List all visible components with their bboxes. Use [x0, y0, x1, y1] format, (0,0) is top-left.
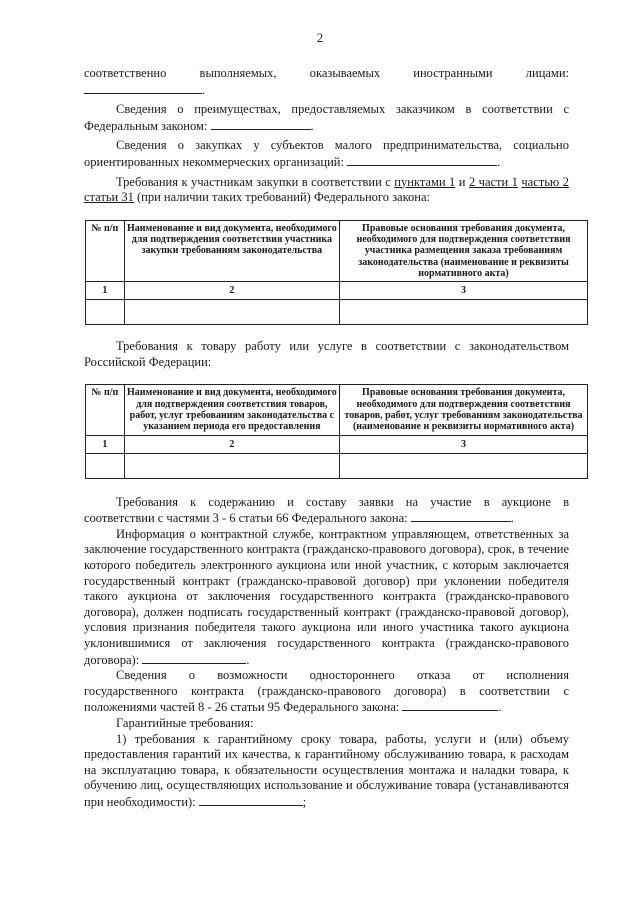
table-cell [86, 300, 125, 325]
paragraph-unilateral-refusal: Сведения о возможности одностороннего отказа от исполнения [116, 668, 569, 683]
paragraph-contract-service: Информация о контрактной службе, контрактном управляющем, ответственных за заключение государственного контракта (гражданско-правового договора), срок, в течение которого победитель электронного аукциона или иной участник, с которым заключается государственный контракт (гражданско-правовой договор) при уклонении победителя такого аукциона от заключения государственного контракта (гражданско-правового договора), должен подписать государственный контракт (гражданско-правовой договор), условия признания победителя такого аукциона или иного участника такого аукциона уклонившимися от заключения государственного контракта (гражданско-правового договора): . [84, 526, 569, 667]
table-number-row [86, 282, 588, 300]
link-article-31[interactable]: частью 2 статьи 31 [84, 174, 569, 205]
link-part-1[interactable]: 2 части 1 [468, 174, 518, 189]
paragraph-preferences: Сведения о преимуществах, предоставляемых заказчиком в соответствии с [116, 102, 569, 117]
fill-blank [142, 652, 246, 664]
col-number: 2 [124, 282, 339, 300]
header-legal-basis: Правовые основания требования документа, необходимого для подтверждения соответствия участника размещения заказа требованиям законодательства (наименование и реквизиты нормативного акта) [340, 220, 588, 281]
paragraph-small-business-end: ориентированных некоммерческих организаций: . [84, 154, 501, 169]
paragraph-goods-requirements: Требования к товару работу или услуге в соответствии с законодательством [116, 339, 569, 354]
col-number: 1 [86, 435, 125, 453]
paragraph-goods-requirements-end: Российской Федерации: [84, 354, 212, 369]
fill-blank [347, 154, 497, 166]
paragraph-guarantee-item-1: 1) требования к гарантийному сроку товара, работы, услуги и (или) объему предоставления гарантий их качества, к гарантийному обслуживанию товара, к расходам на эксплуатацию товара, к обязательности осуществления монтажа и наладки товара, к обучению лиц, осуществляющих использование и обслуживание товара (устанавливаются при необходимости): ; [84, 731, 569, 809]
paragraph-unilateral-refusal-end: положениями частей 8 - 26 статьи 95 Федерального закона: . [84, 700, 502, 715]
paragraph-application-end: соответствии с частями 3 - 6 статьи 66 Федерального закона: . [84, 511, 514, 526]
document-body [84, 66, 583, 810]
page-number: 2 [316, 30, 324, 45]
col-number: 1 [86, 282, 125, 300]
table-number-row [86, 435, 588, 453]
goods-documents-table [85, 384, 588, 478]
col-number: 3 [340, 435, 588, 453]
paragraph-application: Требования к содержанию и составу заявки на участие в аукционе в [116, 494, 569, 509]
header-number: № п/п [86, 385, 125, 435]
fill-blank [211, 118, 311, 130]
table-cell [340, 453, 588, 478]
paragraph-foreign: соответственно выполняемых, оказываемых иностранными лицами: [84, 66, 569, 80]
table-cell [124, 300, 339, 325]
col-number: 3 [340, 282, 588, 300]
header-legal-basis: Правовые основания требования документа, необходимого для подтверждения соответствия товаров, работ, услуг требованиям законодательства (наименование и реквизиты нормативного акта) [340, 385, 588, 435]
paragraph-preferences-end: Федеральным законом: . [84, 118, 314, 133]
header-number: № п/п [86, 220, 125, 281]
header-document: Наименование и вид документа, необходимого для подтверждения соответствия товаров, работ, услуг требованиям законодательства с указанием периода его предоставления [124, 385, 339, 435]
paragraph-guarantee-heading: Гарантийные требования: [116, 715, 254, 730]
table-row [86, 300, 588, 325]
paragraph-unilateral-refusal-mid: государственного контракта (гражданско-правового договора) в соответствии с [84, 683, 569, 698]
col-number: 2 [124, 435, 339, 453]
table-cell [124, 453, 339, 478]
fill-blank [84, 82, 202, 94]
table-header-row [86, 385, 588, 435]
fill-blank [199, 794, 303, 806]
header-document: Наименование и вид документа, необходимого для подтверждения соответствия участника закупки требованиям законодательства [124, 220, 339, 281]
table-header-row [86, 220, 588, 281]
table-cell [340, 300, 588, 325]
participant-documents-table [85, 220, 588, 325]
fill-blank [402, 699, 498, 711]
link-points[interactable]: пунктами 1 [394, 174, 456, 189]
foreign-blank-line: . [84, 82, 569, 99]
table-cell [86, 453, 125, 478]
fill-blank [411, 510, 511, 522]
table-row [86, 453, 588, 478]
paragraph-small-business: Сведения о закупках у субъектов малого предпринимательства, социально [116, 138, 569, 153]
paragraph-participant-requirements: Требования к участникам закупки в соответствии с пунктами 1 и 2 части 1 частью 2 статьи 31 (при наличии таких требований) Федерального закона: [84, 174, 569, 205]
